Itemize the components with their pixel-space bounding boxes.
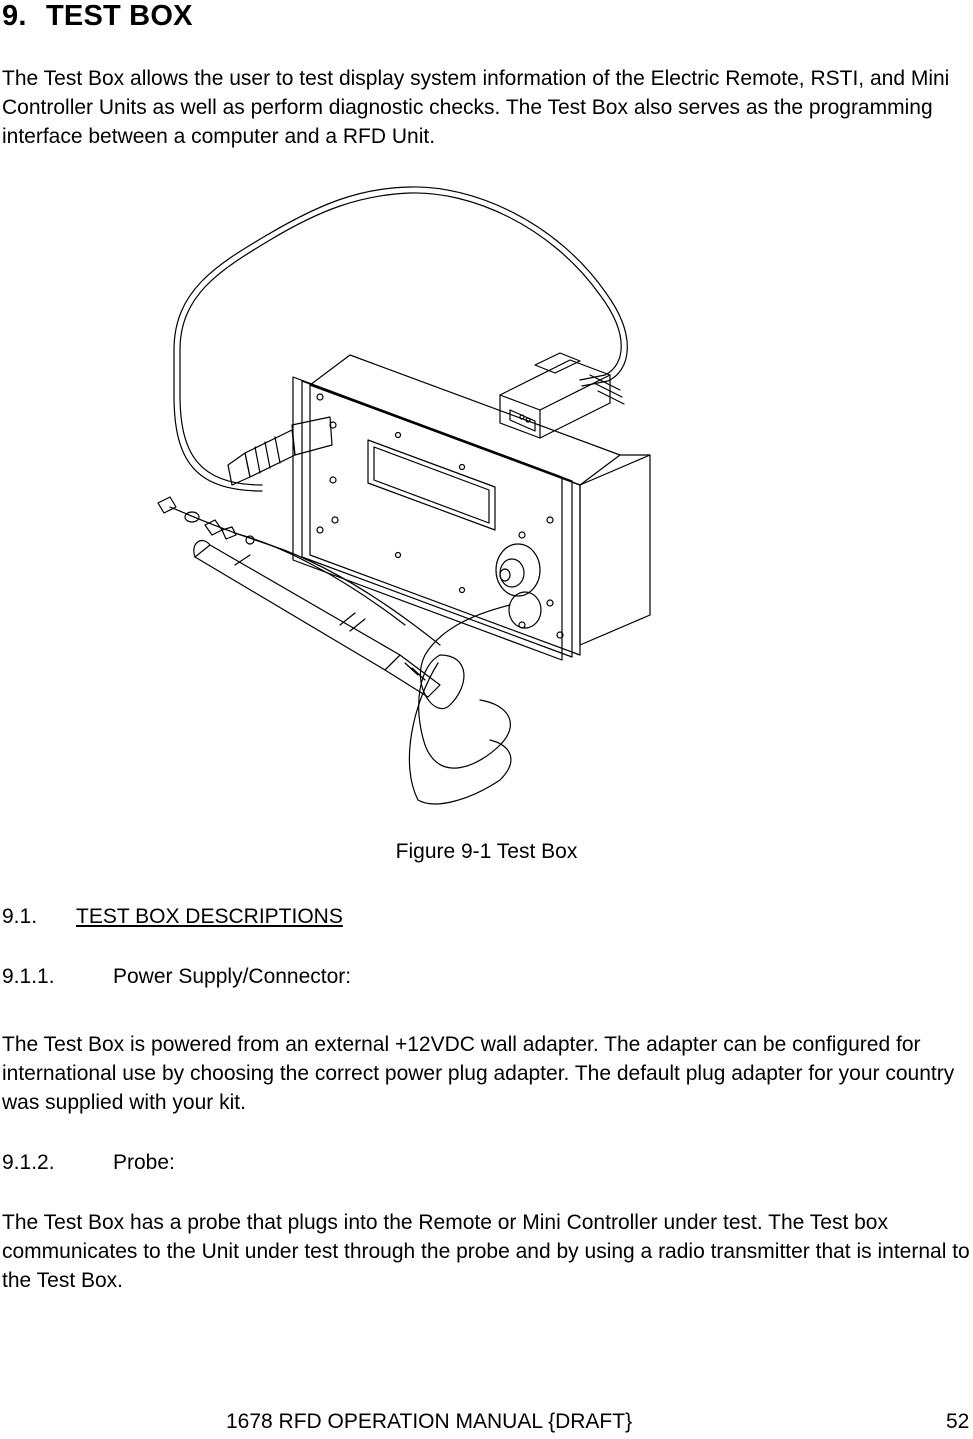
spade-terminals <box>158 497 440 645</box>
round-connectors <box>496 544 541 628</box>
chapter-heading <box>2 0 193 33</box>
section-number: 9.1. <box>2 905 38 928</box>
serial-cable <box>174 187 627 491</box>
subsection-title: Probe: <box>113 1151 175 1174</box>
probe-paragraph: The Test Box has a probe that plugs into the Remote or Mini Controller under test. The Test box communicates to the Unit under test through the probe and by using a radio transmitter that is internal to the Test Box. <box>2 1211 970 1292</box>
footer-title: 1678 RFD OPERATION MANUAL {DRAFT} <box>226 1410 633 1433</box>
subsection-title: Power Supply/Connector: <box>113 965 352 988</box>
page-number: 52 <box>946 1410 970 1433</box>
test-box-illustration <box>150 185 670 810</box>
power-connector <box>228 417 332 485</box>
intro-paragraph: The Test Box allows the user to test display system information of the Electric Remote, RSTI, and Mini Controller Units as well as perform diagnostic checks. The Test Box also serves as the programming interface between a computer and a RFD Unit. <box>2 67 950 148</box>
chapter-number: 9. <box>2 0 27 32</box>
chapter-title: TEST BOX <box>46 0 193 32</box>
box-body <box>293 355 650 660</box>
subsection-number: 9.1.1. <box>2 965 55 988</box>
subsection-number: 9.1.2. <box>2 1151 55 1174</box>
section-title: TEST BOX DESCRIPTIONS <box>76 905 343 928</box>
power-supply-paragraph: The Test Box is powered from an external +12VDC wall adapter. The adapter can be configured for international use by choosing the correct power plug adapter. The default plug adapter for your country was supplied with your kit. <box>2 1033 955 1114</box>
db9-connector <box>500 353 624 438</box>
figure-caption: Figure 9-1 Test Box <box>395 840 578 863</box>
